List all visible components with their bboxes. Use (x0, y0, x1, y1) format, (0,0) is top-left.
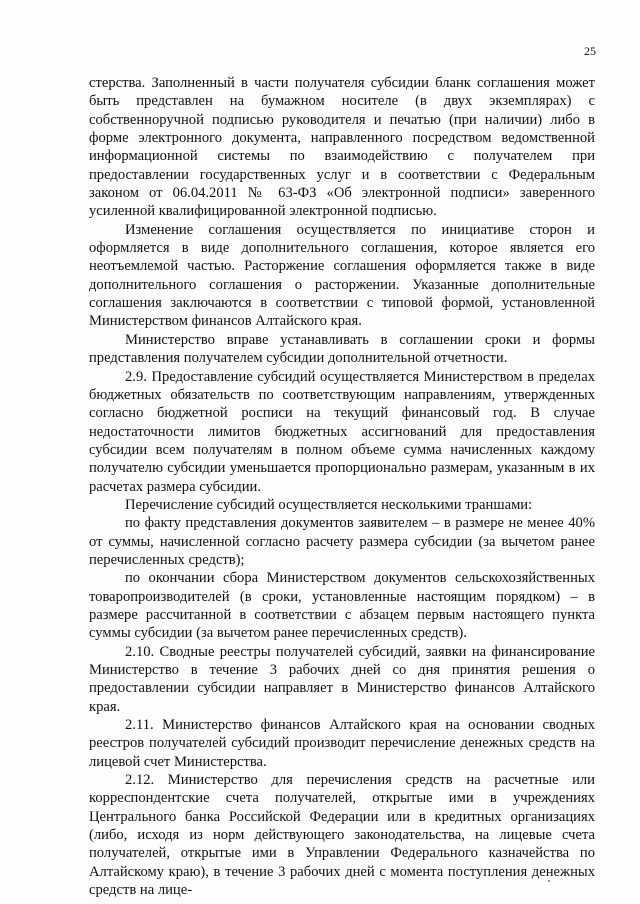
paragraph-clause-2-9: 2.9. Предоставление субсидий осуществляется Министерством в пределах бюджетных обязательств по соответствующим направлениям, утвержденных согласно бюджетной росписи на текущий финансовый год. В случае недостаточности лимитов бюджетных ассигнований для предоставления субсидии всем получателям в полном объеме сумма начисленных каждому получателю субсидии уменьшается пропорционально размерам, указанным в их расчетах размера субсидии. (89, 368, 595, 495)
paragraph-agreement-amendment: Изменение соглашения осуществляется по инициативе сторон и оформляется в виде дополнительного соглашения, которое является его неотъемлемой частью. Расторжение соглашения оформляется также в виде дополнительного соглашения о расторжении. Указанные дополнительные соглашения заключаются в соответствии с типовой формой, установленной Министерством финансов Алтайского края. (89, 221, 595, 330)
paragraph-clause-2-12: 2.12. Министерство для перечисления средств на расчетные или корреспондентские счета получателей, открытые ими в учреждениях Центрального банка Российской Федерации или в кредитных организациях (либо, исходя из норм действующего законодательства, на лицевые счета получателей, открытые ими в Управлении Федерального казначейства по Алтайскому краю), в течение 3 рабочих дней с момента поступления денежных средств на лице- (89, 772, 595, 899)
paragraph-reporting-terms: Министерство вправе устанавливать в соглашении сроки и формы представления получателем субсидии дополнительной отчетности. (89, 331, 595, 367)
scan-speck (548, 880, 550, 882)
paragraph-tranches-intro: Перечисление субсидий осуществляется несколькими траншами: (125, 496, 533, 513)
page-number: 25 (584, 44, 596, 58)
paragraph-continuation: стерства. Заполненный в части получателя субсидии бланк соглашения может быть представлен на бумажном носителе (в двух экземплярах) с собственноручной подписью руководителя и печатью (при наличии) либо в форме электронного документа, направленного посредством ведомственной информационной системы по взаимодействию с получателем при предоставлении государственных услуг и в соответствии с Федеральным законом от 06.04.2011 № 63-ФЗ «Об электронной подписи» заверенного усиленной квалифицированной электронной подписью. (89, 75, 595, 220)
paragraph-clause-2-11: 2.11. Министерство финансов Алтайского края на основании сводных реестров получателей субсидий производит перечисление денежных средств на лицевой счет Министерства. (89, 717, 595, 770)
paragraph-tranche-first: по факту представления документов заявителем – в размере не менее 40% от суммы, начисленной согласно расчету размера субсидии (за вычетом ранее перечисленных средств); (89, 515, 595, 568)
document-body (89, 74, 595, 899)
paragraph-tranche-second: по окончании сбора Министерством документов сельскохозяйственных товаропроизводителей (в сроки, установленные настоящим порядком) – в размере рассчитанной в соответствии с абзацем первым настоящего пункта суммы субсидии (за вычетом ранее перечисленных средств). (89, 570, 595, 642)
paragraph-clause-2-10: 2.10. Сводные реестры получателей субсидий, заявки на финансирование Министерство в течение 3 рабочих дней со дня принятия решения о предоставлении субсидии направляет в Министерство финансов Алтайского края. (89, 643, 595, 715)
